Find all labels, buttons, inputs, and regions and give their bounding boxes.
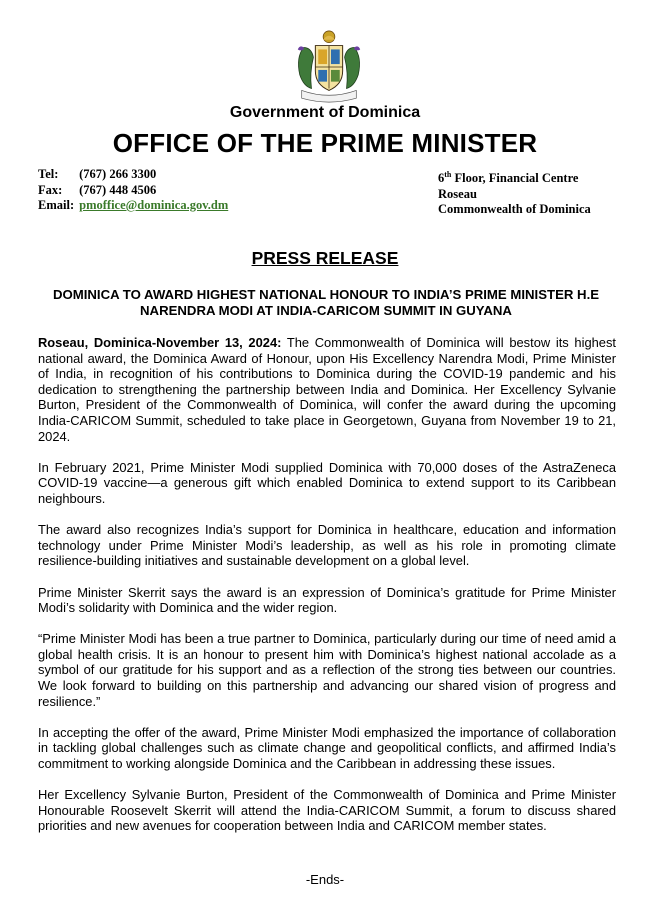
office-address (438, 167, 591, 218)
email-link[interactable]: pmoffice@dominica.gov.dm (79, 198, 229, 212)
ends-marker: -Ends- (305, 872, 345, 887)
paragraph-7: Her Excellency Sylvanie Burton, President of the Commonwealth of Dominica and Prime Minister Honourable Roosevelt Skerrit will attend the India-CARICOM Summit, a forum to discuss shared priorities and new avenues for cooperation between India and CARICOM member states. (38, 787, 616, 834)
floor-suffix: th (444, 170, 452, 179)
email-label: Email: (38, 198, 75, 212)
paragraph-3: The award also recognizes India’s support for Dominica in healthcare, education and information technology under Prime Minister Modi’s leadership, as well as his role in promoting climate resilience-building initiatives and sustainable development on a global level. (38, 522, 616, 569)
paragraph-5-quote: “Prime Minister Modi has been a true partner to Dominica, particularly during our time of need amid a global health crisis. It is an honour to present him with Dominica’s highest national accolade as a symbol of our gratitude for his support and as a reflection of the strong ties between our countries. We look forward to building on this partnership and advancing our shared vision of progress and resilience.” (38, 631, 616, 709)
address-city: Roseau (438, 186, 477, 201)
tel-value: (767) 266 3300 (79, 167, 157, 181)
email-row (38, 198, 228, 214)
office-title: OFFICE OF THE PRIME MINISTER (112, 128, 538, 158)
paragraph-1 (38, 335, 616, 444)
fax-label: Fax: (38, 182, 63, 197)
paragraph-4: Prime Minister Skerrit says the award is an expression of Dominica’s gratitude for Prime Minister Modi’s solidarity with Dominica and the wider region. (38, 584, 616, 616)
fax-row (38, 183, 228, 199)
tel-label: Tel: (38, 167, 59, 181)
release-body (38, 335, 616, 850)
fax-value: (767) 448 4506 (79, 182, 157, 197)
paragraph-2: In February 2021, Prime Minister Modi supplied Dominica with 70,000 doses of the AstraZeneca COVID-19 vaccine—a generous gift which enabled Dominica to extend support to its Caribbean neighbours. (38, 459, 616, 506)
coat-of-arms-icon (290, 28, 368, 106)
paragraph-1-text: The Commonwealth of Dominica will bestow its highest national award, the Dominica Award of Honour, upon His Excellency Narendra Modi, Prime Minister of India, in recognition of his contributions to Dominica during the COVID-19 pandemic and his dedication to strengthening the partnership between India and Dominica. Her Excellency Sylvanie Burton, President of the Commonwealth of Dominica, will confer the award during the upcoming India-CARICOM Summit, scheduled to take place in Georgetown, Guyana from November 19 to 21, 2024. (38, 335, 616, 444)
release-headline: DOMINICA TO AWARD HIGHEST NATIONAL HONOUR TO INDIA’S PRIME MINISTER H.E NARENDRA MODI AT INDIA-CARICOM SUMMIT IN GUYANA (52, 287, 600, 318)
dateline: Roseau, Dominica-November 13, 2024: (38, 335, 282, 350)
floor-number: 6 (438, 171, 445, 186)
address-country: Commonwealth of Dominica (438, 202, 591, 217)
press-release-label: PRESS RELEASE (251, 248, 399, 268)
address-floor (438, 167, 591, 187)
tel-row (38, 167, 228, 183)
paragraph-6: In accepting the offer of the award, Prime Minister Modi emphasized the importance of collaboration in tackling global challenges such as climate change and geopolitical conflicts, and affirmed India’s commitment to working alongside Dominica and the Caribbean in addressing these issues. (38, 724, 616, 772)
contact-details (38, 167, 228, 214)
floor-rest: Floor, Financial Centre (451, 171, 579, 186)
government-name: Government of Dominica (229, 104, 421, 121)
